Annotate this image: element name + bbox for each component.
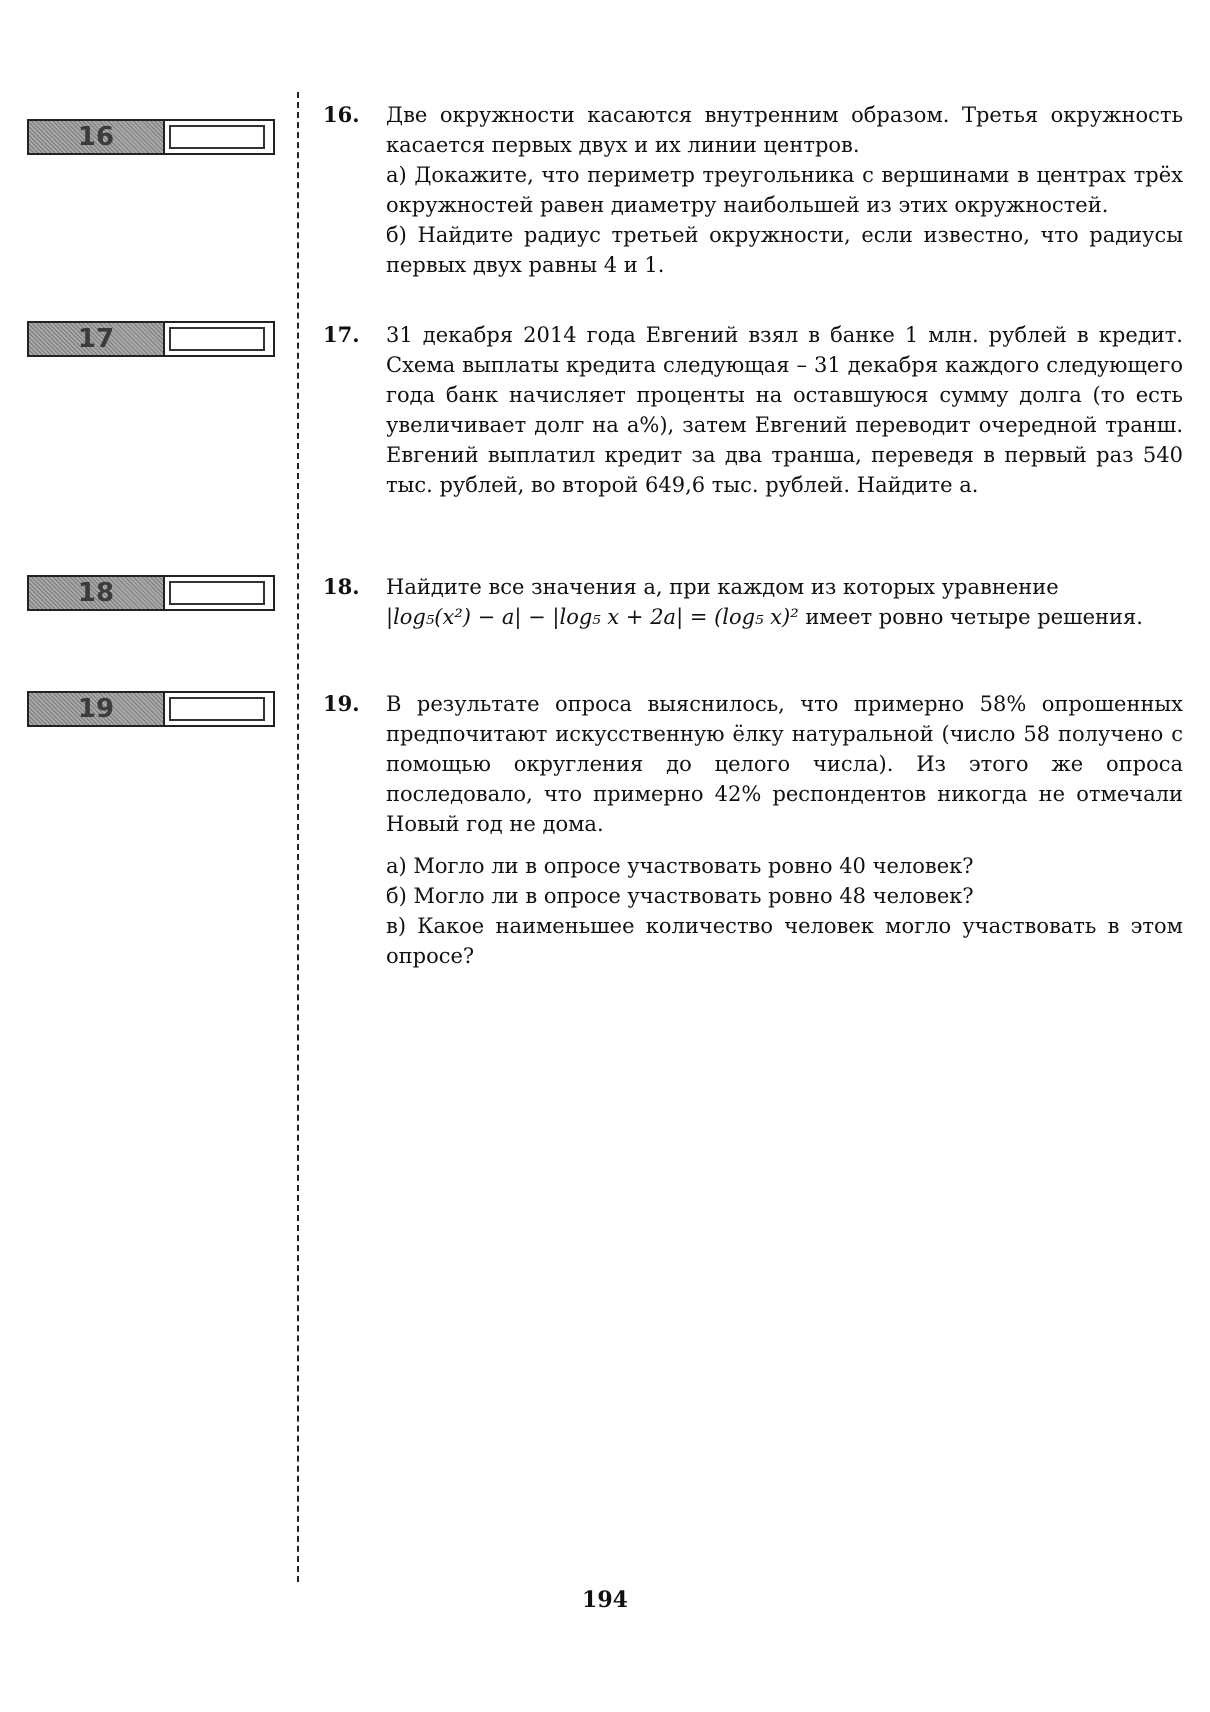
page-number: 194 <box>582 1587 628 1613</box>
answer-box-16 <box>27 119 275 155</box>
task-18-lead: Найдите все значения a, при каждом из которых уравнение <box>386 575 1059 599</box>
task-number: 19. <box>323 691 360 716</box>
task-number: 16. <box>323 102 360 127</box>
answer-box-17 <box>27 321 275 357</box>
task-16 <box>323 100 1183 280</box>
cut-line <box>297 92 299 1582</box>
task-16-part-a: а) Докажите, что периметр треугольника с вершинами в центрах трёх окружностей равен диаметру наибольшей из этих окружностей. <box>386 163 1183 217</box>
task-number: 17. <box>323 322 360 347</box>
task-18-equation: |log₅(x²) − a| − |log₅ x + 2a| = (log₅ x)² <box>386 605 799 629</box>
task-16-intro: Две окружности касаются внутренним образом. Третья окружность касается первых двух и их линии центров. <box>386 103 1183 157</box>
task-17-text: 31 декабря 2014 года Евгений взял в банке 1 млн. рублей в кредит. Схема выплаты кредита следующая – 31 декабря каждого следующего года банк начисляет проценты на оставшуюся сумму долга (то есть увеличивает долг на a%), затем Евгений переводит очередной транш. Евгений выплатил кредит за два транша, переведя в первый раз 540 тыс. рублей, во второй 649,6 тыс. рублей. Найдите a. <box>386 323 1183 497</box>
task-19-part-b: б) Могло ли в опросе участвовать ровно 48 человек? <box>386 884 974 908</box>
answer-input-16[interactable] <box>169 125 265 149</box>
answer-box-number: 19 <box>29 693 165 725</box>
answer-input-17[interactable] <box>169 327 265 351</box>
answer-input-18[interactable] <box>169 581 265 605</box>
task-17 <box>323 320 1183 500</box>
task-18-tail: имеет ровно четыре решения. <box>805 605 1143 629</box>
answer-input-19[interactable] <box>169 697 265 721</box>
answer-box-number: 16 <box>29 121 165 153</box>
answer-box-19 <box>27 691 275 727</box>
answer-box-number: 17 <box>29 323 165 355</box>
task-16-part-b: б) Найдите радиус третьей окружности, если известно, что радиусы первых двух равны 4 и 1. <box>386 223 1183 277</box>
task-18 <box>323 572 1183 632</box>
task-19-part-a: а) Могло ли в опросе участвовать ровно 40 человек? <box>386 854 974 878</box>
task-19-intro: В результате опроса выяснилось, что примерно 58% опрошенных предпочитают искусственную ёлку натуральной (число 58 получено с помощью округления до целого числа). Из этого же опроса последовало, что примерно 42% респондентов никогда не отмечали Новый год не дома. <box>386 692 1183 836</box>
answer-box-18 <box>27 575 275 611</box>
task-number: 18. <box>323 574 360 599</box>
answer-box-number: 18 <box>29 577 165 609</box>
task-19 <box>323 689 1183 971</box>
task-19-part-c: в) Какое наименьшее количество человек могло участвовать в этом опросе? <box>386 914 1183 968</box>
